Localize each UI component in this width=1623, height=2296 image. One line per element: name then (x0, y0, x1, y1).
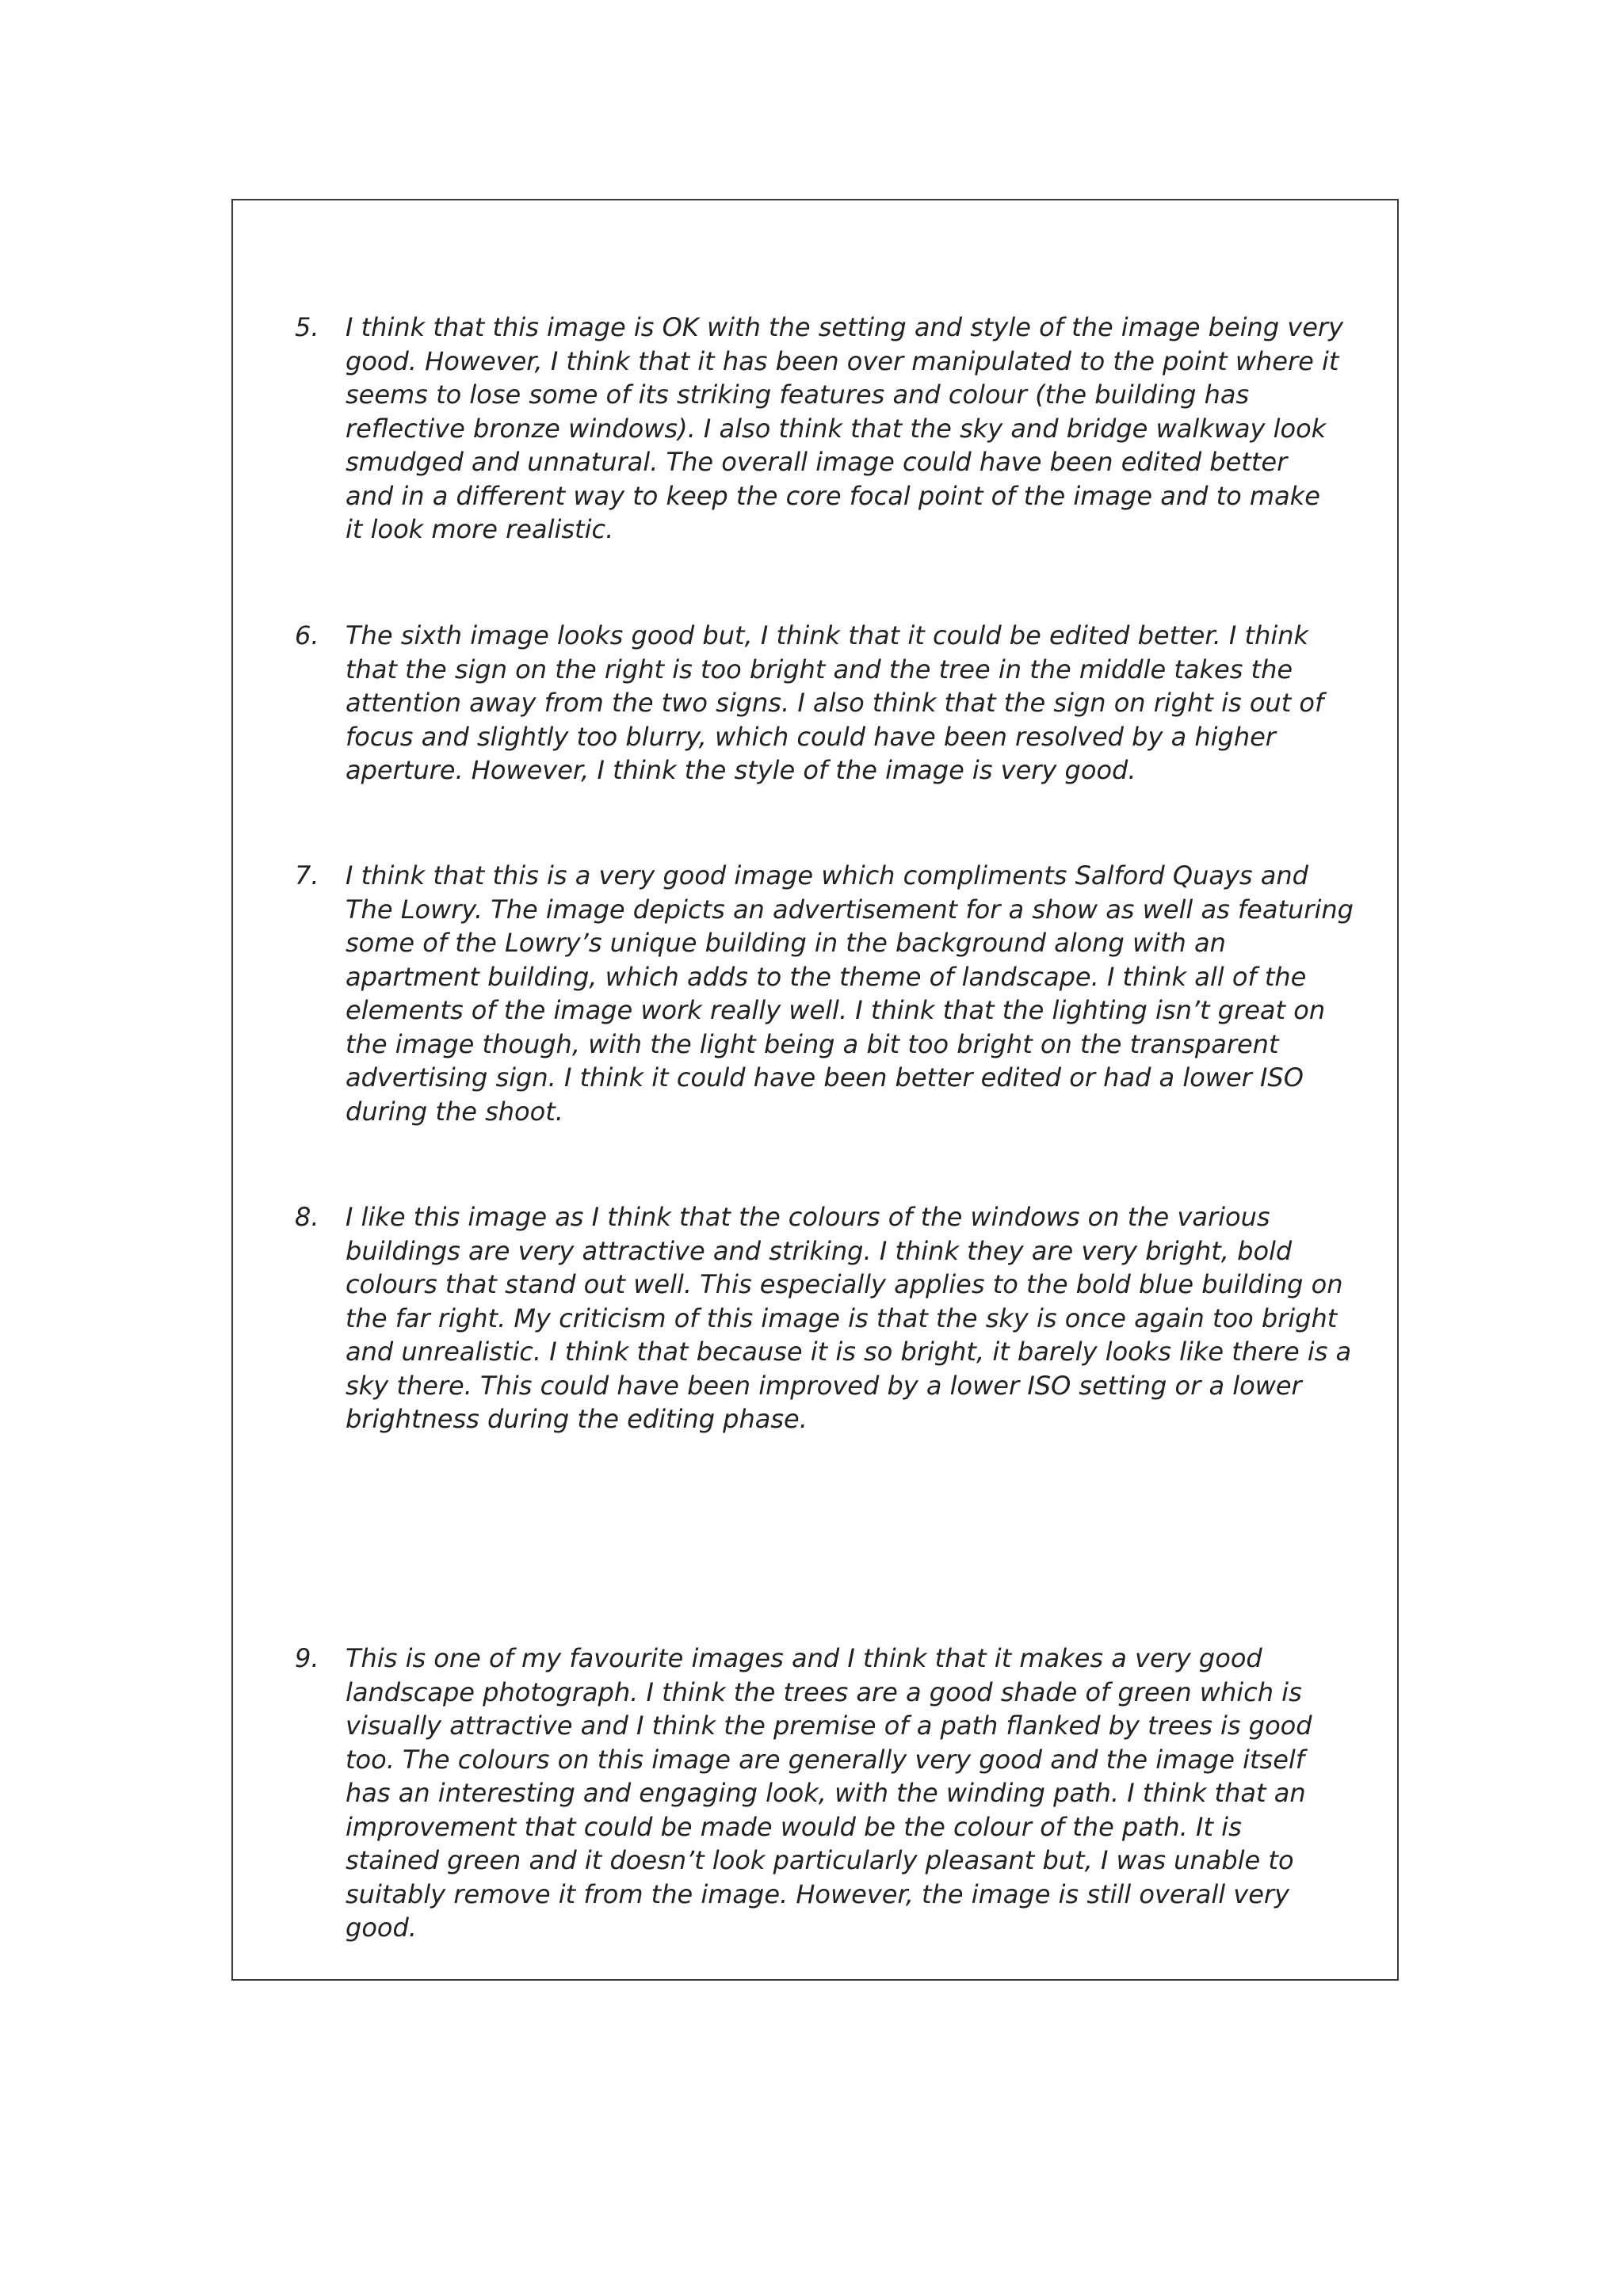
item-number: 9. (295, 1643, 319, 1673)
list-item (295, 311, 1396, 547)
item-text: I think that this is a very good image which compliments Salford Quays and The Lowry. The image depicts an advertisement for a show as well as featuring some of the Lowry’s unique building in the background along with an apartment building, which adds to the theme of landscape. I think all of the elements of the image work really well. I think that the lighting isn’t great on the image though, with the light being a bit too bright on the transparent advertising sign. I think it could have been better edited or had a lower ISO during the shoot. (346, 860, 1354, 1127)
item-number: 8. (295, 1202, 319, 1232)
item-text: This is one of my favourite images and I think that it makes a very good landscape photograph. I think the trees are a good shade of green which is visually attractive and I think the premise of a path flanked by trees is good too. The colours on this image are generally very good and the image itself has an interesting and engaging look, with the winding path. I think that an improvement that could be made would be the colour of the path. It is stained green and it doesn’t look particularly pleasant but, I was unable to suitably remove it from the image. However, the image is still overall very good. (346, 1643, 1312, 1943)
item-number: 5. (295, 312, 319, 342)
item-text: I like this image as I think that the colours of the windows on the various buildings are very attractive and striking. I think they are very bright, bold colours that stand out well. This especially applies to the bold blue building on the far right. My criticism of this image is that the sky is once again too bright and unrealistic. I think that because it is so bright, it barely looks like there is a sky there. This could have been improved by a lower ISO setting or a lower brightness during the editing phase. (346, 1202, 1352, 1434)
item-text: I think that this image is OK with the setting and style of the image being very good. However, I think that it has been over manipulated to the point where it seems to lose some of its striking features and colour (the building has reflective bronze windows). I also think that the sky and bridge walkway look smudged and unnatural. The overall image could have been edited better and in a different way to keep the core focal point of the image and to make it look more realistic. (346, 312, 1344, 544)
item-text: The sixth image looks good but, I think that it could be edited better. I think that the sign on the right is too bright and the tree in the middle takes the attention away from the two signs. I also think that the sign on right is out of focus and slightly too blurry, which could have been resolved by a higher aperture. However, I think the style of the image is very good. (346, 620, 1324, 785)
item-number: 6. (295, 620, 319, 650)
list-item (295, 619, 1396, 788)
list-item (295, 1200, 1396, 1436)
list-item (295, 859, 1396, 1128)
list-item (295, 1642, 1396, 1945)
item-number: 7. (295, 860, 319, 891)
